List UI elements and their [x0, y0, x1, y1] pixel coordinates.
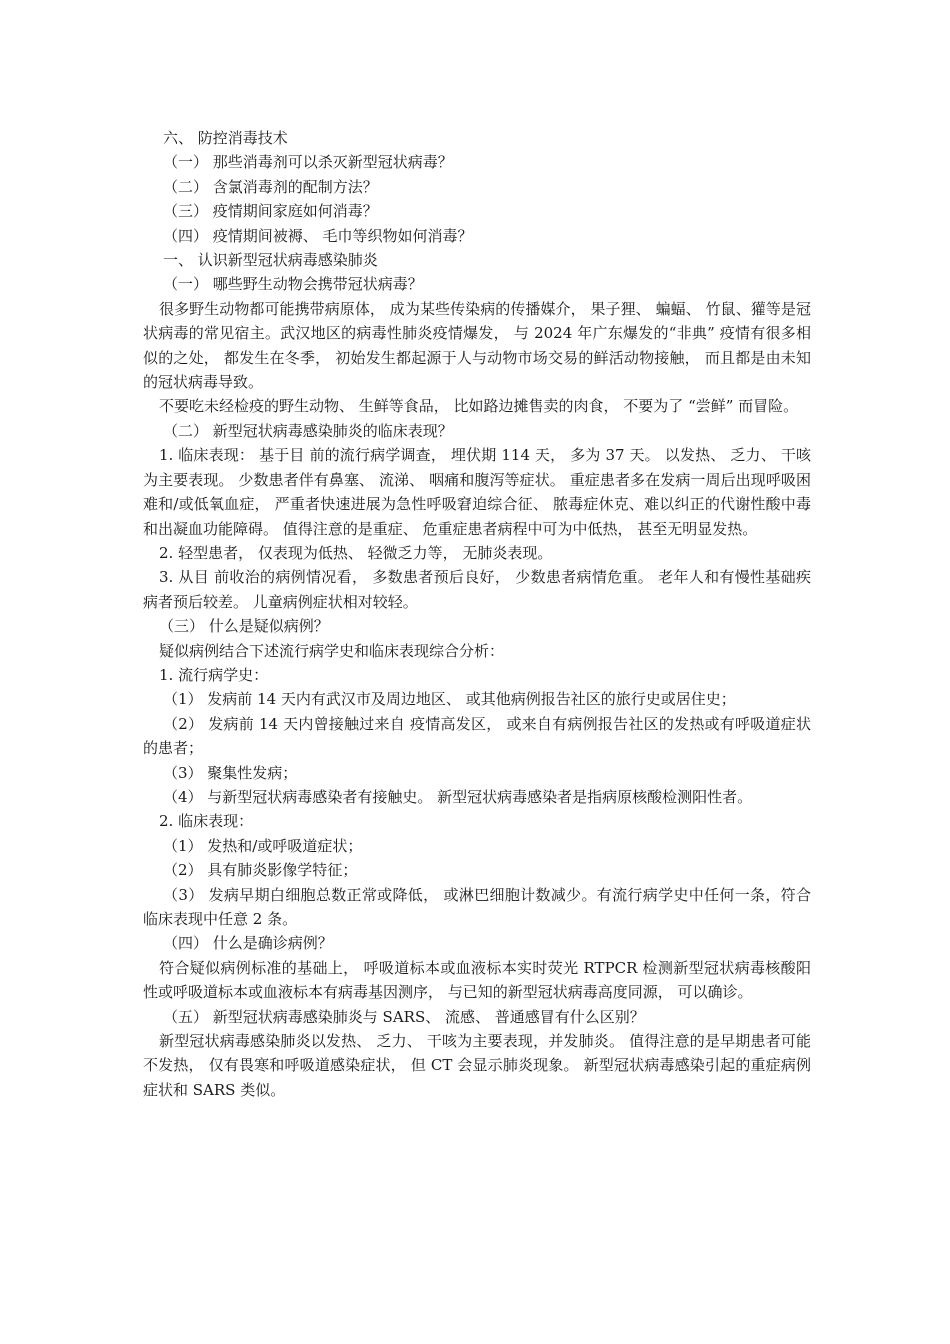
list-item: （1） 发病前 14 天内有武汉市及周边地区、 或其他病例报告社区的旅行史或居住史；	[163, 690, 736, 709]
list-item: （4） 与新型冠状病毒感染者有接触史。 新型冠状病毒感染者是指病原核酸检测阳性者。	[163, 787, 753, 806]
list-heading: 2. 临床表现：	[159, 812, 254, 831]
subsection-heading: （五） 新型冠状病毒感染肺炎与 SARS、 流感、 普通感冒有什么区别？	[163, 1007, 645, 1026]
section-heading: 六、 防控消毒技术	[163, 129, 288, 147]
paragraph: 很多野生动物都可能携带病原体， 成为某些传染病的传播媒介， 果子狸、 蝙蝠、 竹鼠、獾等是冠状病毒的常见宿主。武汉地区的病毒性肺炎疫情爆发， 与 2024 年广东爆发的“非典” 疫情有很多相似的之处， 都发生在冬季， 初始发生都起源于人与动物市场交易的鲜活动物接触， 而且都是由未知的冠状病毒导致。	[143, 299, 811, 392]
subsection-heading: （二） 新型冠状病毒感染肺炎的临床表现？	[163, 421, 453, 440]
list-heading: 1. 流行病学史：	[159, 665, 269, 684]
document-body	[143, 126, 811, 1102]
outline-item: （四） 疫情期间被褥、 毛巾等织物如何消毒？	[163, 226, 473, 245]
subsection-heading: （一） 哪些野生动物会携带冠状病毒？	[163, 275, 423, 294]
list-item: （1） 发热和/或呼吸道症状；	[163, 836, 363, 855]
paragraph: 疑似病例结合下述流行病学史和临床表现综合分析：	[159, 641, 505, 660]
paragraph: 2. 轻型患者， 仅表现为低热、 轻微乏力等， 无肺炎表现。	[159, 543, 553, 562]
subsection-heading: （四） 什么是确诊病例？	[163, 934, 333, 953]
outline-item: （二） 含氯消毒剂的配制方法？	[163, 177, 378, 196]
paragraph: 新型冠状病毒感染肺炎以发热、 乏力、 干咳为主要表现，并发肺炎。 值得注意的是早期患者可能不发热， 仅有畏寒和呼吸道感染症状， 但 CT 会显示肺炎现象。 新型冠状病毒感染引起的重症病例症状和 SARS 类似。	[143, 1032, 811, 1099]
paragraph: 不要吃未经检疫的野生动物、 生鲜等食品， 比如路边摊售卖的肉食， 不要为了 “尝鲜” 而冒险。	[159, 397, 799, 416]
subsection-heading: （三） 什么是疑似病例？	[159, 617, 329, 636]
section-heading: 一、 认识新型冠状病毒感染肺炎	[163, 251, 378, 270]
paragraph: 符合疑似病例标准的基础上， 呼吸道标本或血液标本实时荧光 RTPCR 检测新型冠状病毒核酸阳性或呼吸道标本或血液标本有病毒基因测序， 与已知的新型冠状病毒高度同源， 可以确诊。	[143, 958, 811, 1002]
outline-item: （三） 疫情期间家庭如何消毒？	[163, 202, 378, 221]
paragraph: 1. 临床表现： 基于目 前的流行病学调查， 埋伏期 114 天， 多为 37 天。 以发热、 乏力、 干咳为主要表现。 少数患者伴有鼻塞、 流涕、 咽痛和腹泻等症状。 重症患者多在发病一周后出现呼吸困难和/或低氧血症， 严重者快速进展为急性呼吸窘迫综合征、 脓毒症休克、难以纠正的代谢性酸中毒和出凝血功能障碍。 值得注意的是重症、 危重症患者病程中可为中低热， 甚至无明显发热。	[143, 446, 811, 538]
outline-item: （一） 那些消毒剂可以杀灭新型冠状病毒？	[163, 153, 453, 172]
paragraph: 3. 从目 前收治的病例情况看， 多数患者预后良好， 少数患者病情危重。 老年人和有慢性基础疾病者预后较差。 儿童病例症状相对较轻。	[143, 568, 811, 611]
list-item: （2） 具有肺炎影像学特征；	[163, 861, 358, 880]
list-item: （3） 聚集性发病；	[163, 763, 298, 782]
list-item: （2） 发病前 14 天内曾接触过来自 疫情高发区， 或来自有病例报告社区的发热或有呼吸道症状的患者；	[143, 714, 811, 758]
list-item: （3） 发病早期白细胞总数正常或降低， 或淋巴细胞计数减少。有流行病学史中任何一条，符合临床表现中任意 2 条。	[143, 885, 811, 928]
